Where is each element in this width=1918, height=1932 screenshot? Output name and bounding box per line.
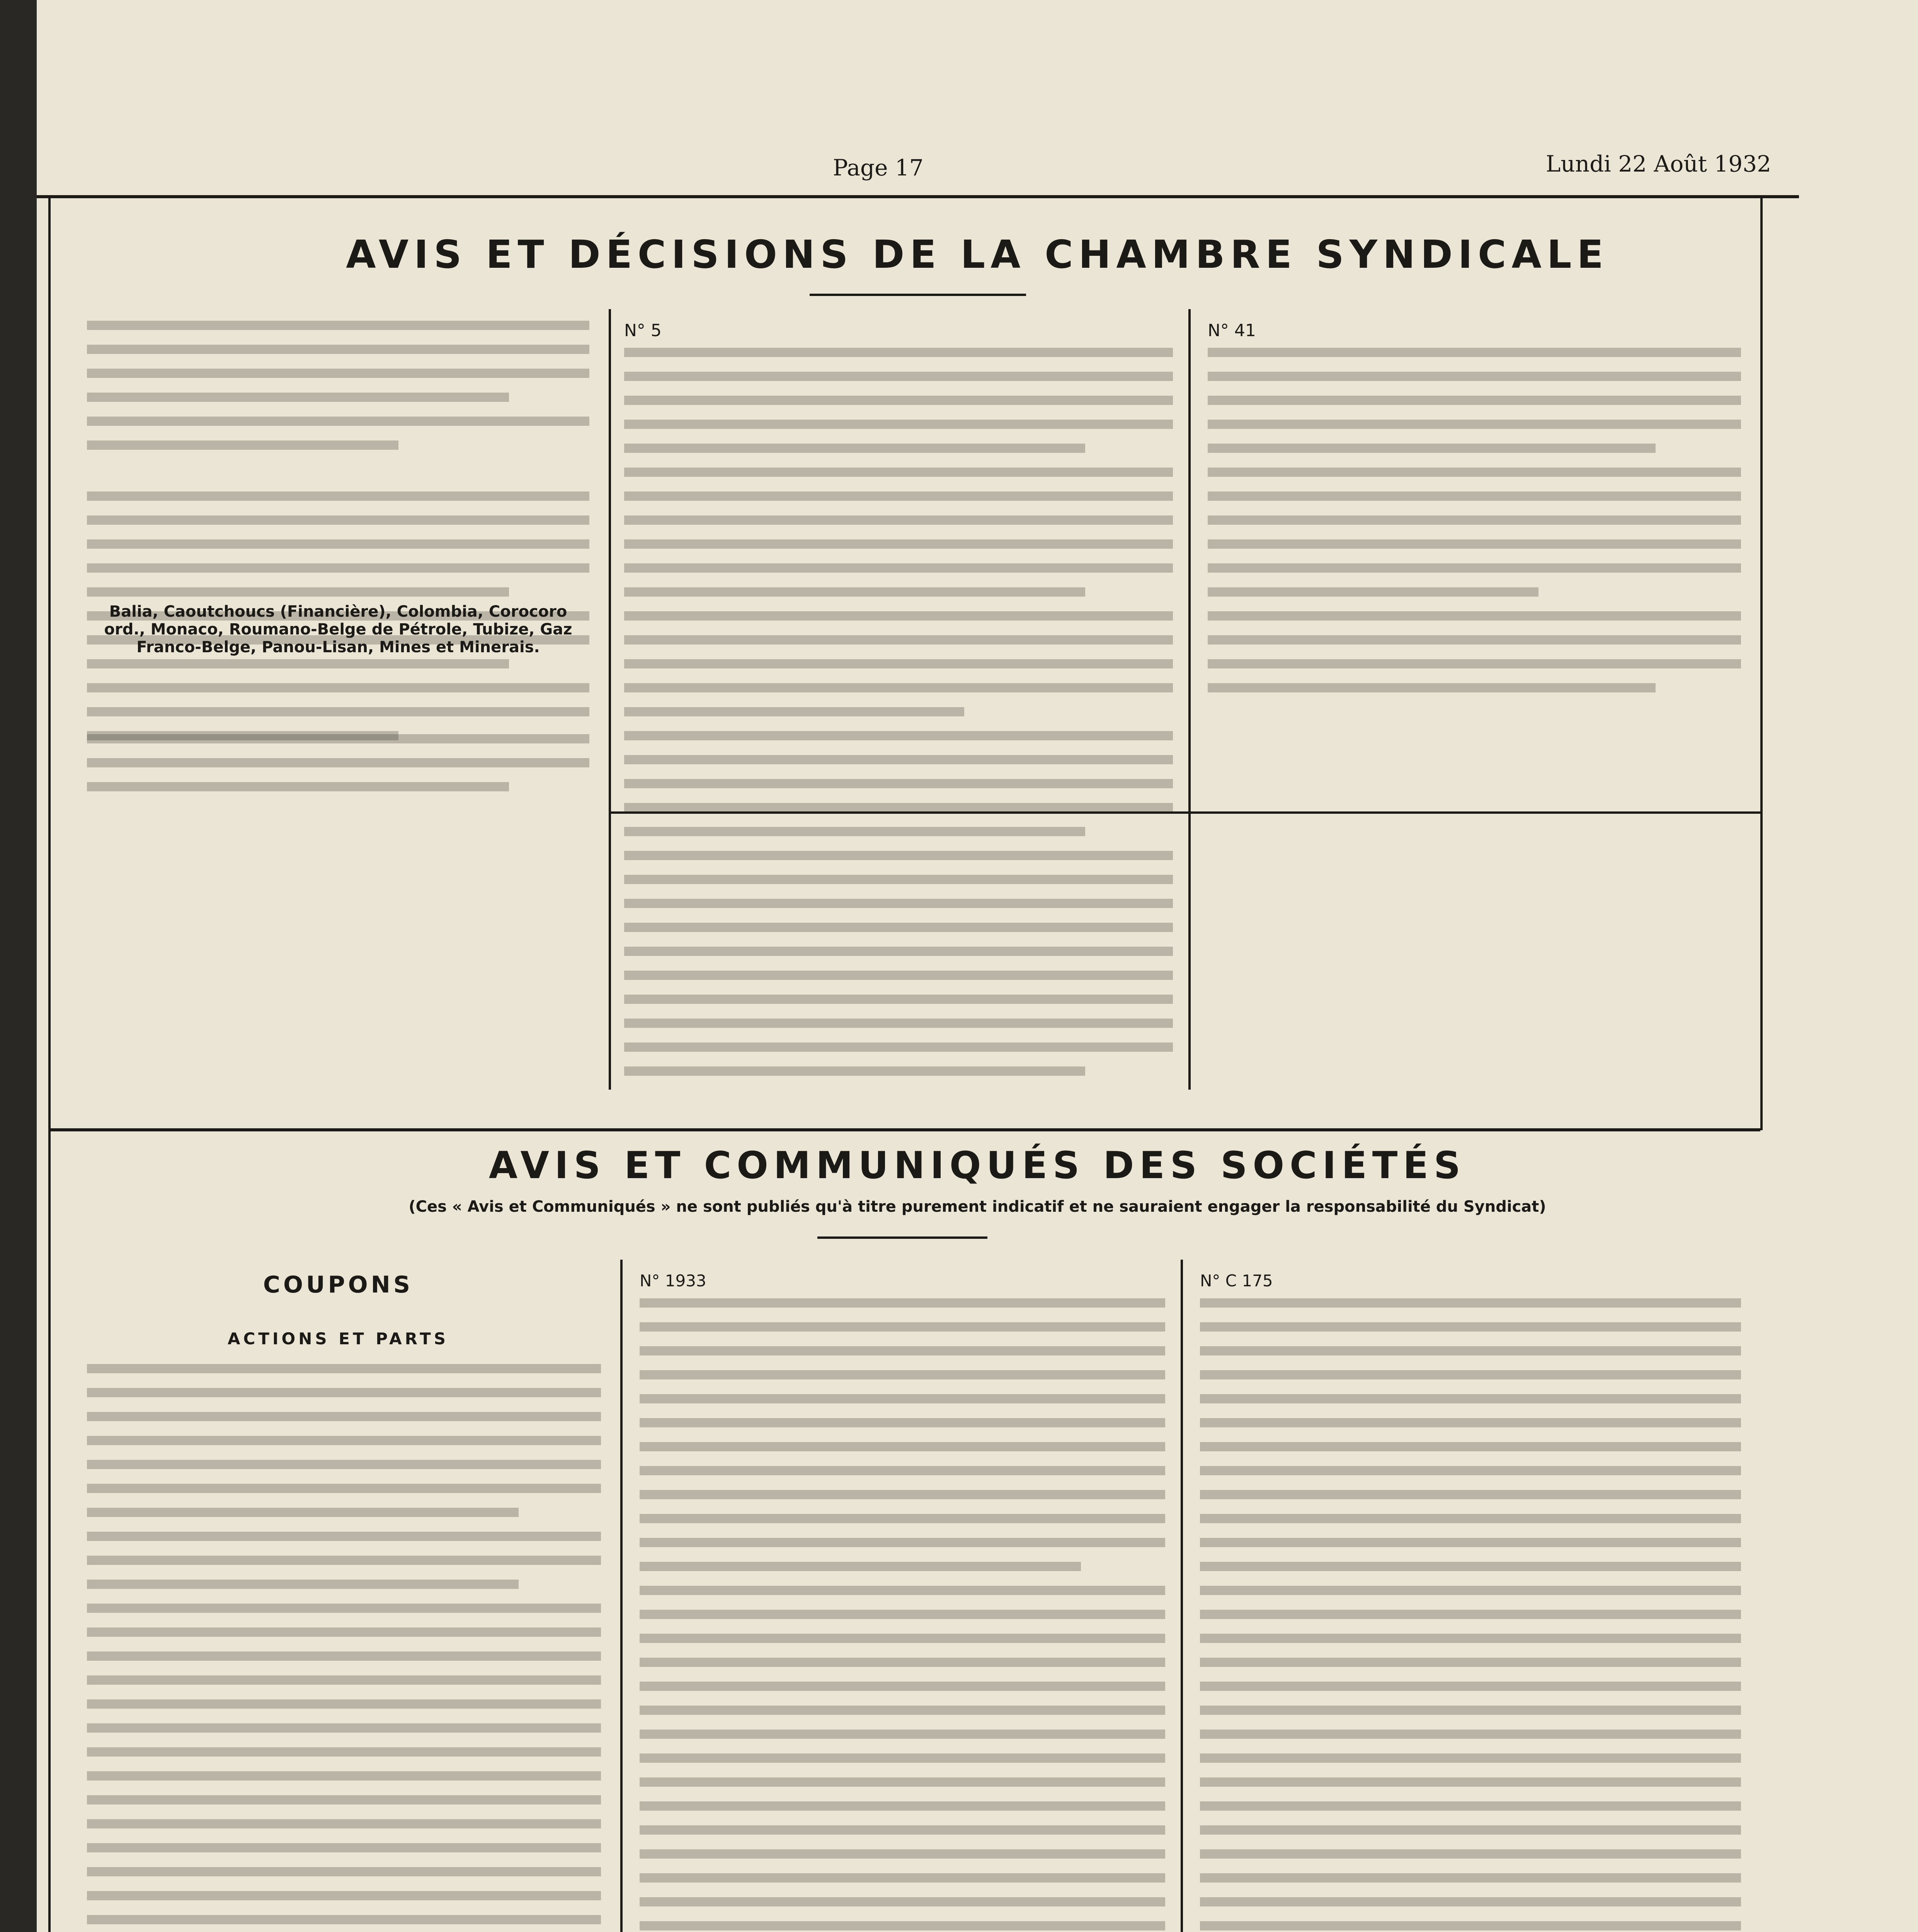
frame-right — [1760, 195, 1763, 1130]
blank-area-divider-1 — [609, 811, 611, 1090]
chambre-col1-text-end — [87, 734, 589, 806]
page-number: Page 17 — [833, 155, 924, 181]
top-rule — [37, 195, 1799, 198]
societes-col2-first-ref: N° 1933 — [640, 1271, 706, 1290]
chambre-title: AVIS ET DÉCISIONS DE LA CHAMBRE SYNDICALE — [346, 232, 1609, 277]
coupons-heading: COUPONS — [263, 1271, 414, 1298]
blank-area-divider-2 — [1188, 811, 1191, 1090]
running-head — [37, 147, 1918, 193]
frame-left — [48, 195, 51, 1932]
chambre-companies-note: Balia, Caoutchoucs (Financière), Colombia, Corocoro ord., Monaco, Roumano-Belge de Pétrole, Tubize, Gaz Franco-Belge, Panou-Lisan, Mines et Minerais. — [104, 603, 572, 656]
newspaper-page — [37, 0, 1918, 1932]
societes-col2-text — [640, 1298, 1165, 1932]
societes-disclaimer: (Ces « Avis et Communiqués » ne sont publiés qu'à titre purement indicatif et ne sauraient engager la responsabilité du Syndicat) — [408, 1198, 1546, 1216]
actions-parts-heading: ACTIONS ET PARTS — [227, 1329, 449, 1348]
blank-area-top-rule — [609, 811, 1760, 814]
chambre-col3-text — [1208, 348, 1741, 707]
chambre-col3-ref: N° 41 — [1208, 321, 1256, 340]
scan-edge — [0, 0, 37, 1932]
chambre-col-rule-2 — [1188, 309, 1191, 811]
chambre-col2-ref: N° 5 — [624, 321, 662, 340]
societes-col-rule-2 — [1181, 1260, 1183, 1932]
societes-col-rule-1 — [620, 1260, 623, 1932]
chambre-col-rule-1 — [609, 309, 611, 811]
societes-col3-first-ref: N° C 175 — [1200, 1271, 1273, 1290]
chambre-title-underline — [810, 294, 1026, 296]
societes-title-underline — [817, 1236, 987, 1239]
actions-parts-list — [87, 1364, 601, 1932]
societes-col3-text — [1200, 1298, 1741, 1932]
chambre-col1-text — [87, 321, 589, 755]
section-separator — [48, 1128, 1760, 1131]
chambre-col2-text — [624, 348, 1173, 1090]
societes-title: AVIS ET COMMUNIQUÉS DES SOCIÉTÉS — [488, 1144, 1466, 1187]
issue-date: Lundi 22 Août 1932 — [1545, 151, 1771, 177]
